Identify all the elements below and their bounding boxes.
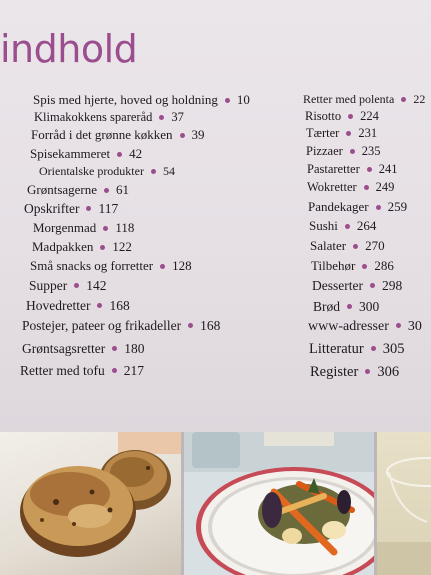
toc-page: 122 — [112, 239, 132, 254]
bullet-icon — [350, 149, 355, 154]
toc-page: 298 — [381, 278, 403, 293]
toc-entry[interactable] — [33, 93, 250, 106]
toc-label: Retter med polenta — [303, 92, 395, 106]
toc-entry[interactable] — [29, 279, 107, 293]
toc-page: 306 — [377, 364, 400, 380]
toc-label: Morgenmad — [33, 220, 97, 235]
toc-label: Grøntsagsretter — [22, 341, 106, 356]
bullet-icon — [346, 131, 351, 136]
toc-label: Forråd i det grønne køkken — [31, 127, 173, 142]
toc-entry[interactable] — [312, 279, 402, 293]
toc-page: 231 — [358, 126, 378, 140]
fritter-photo — [0, 432, 181, 575]
toc-page: 39 — [191, 127, 205, 142]
toc-page: 305 — [382, 341, 405, 357]
toc-entry[interactable] — [305, 110, 379, 123]
bullet-icon — [371, 346, 376, 351]
toc-label: Orientalske produkter — [39, 164, 144, 178]
toc-label: Salater — [310, 238, 347, 253]
toc-entry[interactable] — [309, 219, 376, 232]
toc-entry[interactable] — [308, 200, 407, 213]
bullet-icon — [367, 167, 372, 172]
toc-page: 259 — [387, 199, 408, 214]
toc-page: 42 — [129, 146, 143, 161]
toc-page: 168 — [109, 298, 130, 313]
toc-page: 142 — [86, 278, 107, 293]
toc-entry[interactable] — [31, 128, 205, 141]
toc-entry[interactable] — [22, 319, 220, 333]
toc-page: 241 — [378, 162, 398, 176]
toc-page: 180 — [124, 341, 145, 356]
toc-label: Pastaretter — [307, 162, 360, 176]
toc-page: 22 — [413, 92, 426, 106]
toc-entry[interactable] — [306, 145, 381, 158]
toc-page: 37 — [171, 110, 184, 124]
toc-entry[interactable] — [24, 202, 118, 216]
bullet-icon — [100, 245, 105, 250]
bullet-icon — [345, 224, 350, 229]
bullet-icon — [104, 188, 109, 193]
toc-entry[interactable] — [306, 127, 377, 140]
toc-label: Register — [310, 364, 359, 380]
toc-entry[interactable] — [309, 342, 405, 357]
toc-label: Risotto — [305, 109, 342, 123]
toc-entry[interactable] — [30, 259, 192, 272]
toc-label: Hovedretter — [26, 298, 91, 313]
toc-label: Spisekammeret — [30, 146, 111, 161]
bullet-icon — [188, 323, 193, 328]
bullet-icon — [97, 303, 102, 308]
bullet-icon — [159, 115, 164, 120]
bullet-icon — [180, 133, 185, 138]
toc-label: Retter med tofu — [20, 363, 105, 378]
page-title: indhold — [0, 27, 138, 71]
toc-page: 61 — [116, 182, 130, 197]
toc-page: 217 — [123, 363, 144, 378]
bullet-icon — [103, 226, 108, 231]
toc-entry[interactable] — [303, 93, 425, 105]
bullet-icon — [160, 264, 165, 269]
toc-entry[interactable] — [26, 299, 130, 313]
toc-label: Klimakokkens sparеråd — [34, 110, 153, 124]
toc-page: 168 — [200, 318, 221, 333]
toc-page: 30 — [407, 319, 422, 334]
toc-label: Tilbehør — [311, 258, 356, 273]
toc-page: 300 — [359, 299, 380, 314]
bullet-icon — [86, 206, 91, 211]
toc-page: 10 — [236, 92, 250, 107]
bullet-icon — [370, 283, 375, 288]
toc-page: 117 — [98, 201, 119, 216]
toc-entry[interactable] — [310, 239, 385, 252]
toc-entry[interactable] — [307, 163, 398, 176]
toc-entry[interactable] — [311, 259, 394, 272]
bullet-icon — [347, 304, 352, 309]
bullet-icon — [376, 205, 381, 210]
toc-entry[interactable] — [20, 364, 144, 378]
toc-label: Små snacks og forretter — [30, 258, 154, 273]
toc-page: 118 — [115, 220, 135, 235]
toc-page: 270 — [365, 238, 385, 253]
toc-label: Litteratur — [309, 341, 364, 357]
bullet-icon — [401, 97, 406, 102]
bullet-icon — [225, 98, 230, 103]
bullet-icon — [117, 152, 122, 157]
toc-entry[interactable] — [33, 221, 134, 234]
toc-label: Desserter — [312, 278, 363, 293]
toc-entry[interactable] — [27, 183, 129, 196]
photo-strip — [0, 432, 431, 575]
bullet-icon — [151, 169, 156, 174]
bullet-icon — [365, 369, 370, 374]
toc-page: 286 — [374, 258, 394, 273]
toc-entry[interactable] — [30, 147, 142, 160]
toc-entry[interactable] — [32, 240, 132, 253]
toc-label: Madpakken — [32, 239, 94, 254]
toc-page: 128 — [172, 258, 192, 273]
toc-label: Wokretter — [307, 180, 357, 194]
bullet-icon — [74, 283, 79, 288]
toc-label: Spis med hjerte, hoved og holdning — [33, 92, 218, 107]
toc-label: Tærter — [306, 126, 340, 140]
bullet-icon — [362, 264, 367, 269]
toc-entry[interactable] — [310, 365, 399, 380]
toc-label: Sushi — [309, 218, 338, 233]
toc-entry[interactable] — [34, 111, 184, 124]
toc-label: Opskrifter — [24, 201, 80, 216]
toc-page: 249 — [375, 180, 395, 194]
toc-label: www-adresser — [308, 319, 389, 334]
bullet-icon — [112, 346, 117, 351]
glass-bowl-photo — [377, 432, 431, 575]
toc-label: Pandekager — [308, 199, 369, 214]
toc-label: Postejer, pateer og frikadeller — [22, 318, 182, 333]
bullet-icon — [353, 244, 358, 249]
toc-page: 224 — [360, 109, 379, 123]
toc-entry[interactable] — [313, 300, 379, 314]
toc-page: 54 — [162, 164, 175, 178]
bullet-icon — [364, 185, 369, 190]
vegetable-plate-photo — [184, 432, 374, 575]
toc-entry[interactable] — [39, 165, 175, 177]
toc-label: Grøntsagerne — [27, 182, 98, 197]
bullet-icon — [348, 114, 353, 119]
toc-page: 264 — [356, 218, 377, 233]
toc-entry[interactable] — [22, 342, 144, 356]
toc-entry[interactable] — [308, 320, 422, 334]
toc-label: Pizzaer — [306, 144, 343, 158]
toc-entry[interactable] — [307, 181, 394, 194]
bullet-icon — [112, 368, 117, 373]
toc-label: Supper — [29, 278, 68, 293]
toc-label: Brød — [313, 299, 340, 314]
toc-page: 235 — [361, 144, 381, 158]
bullet-icon — [396, 323, 401, 328]
